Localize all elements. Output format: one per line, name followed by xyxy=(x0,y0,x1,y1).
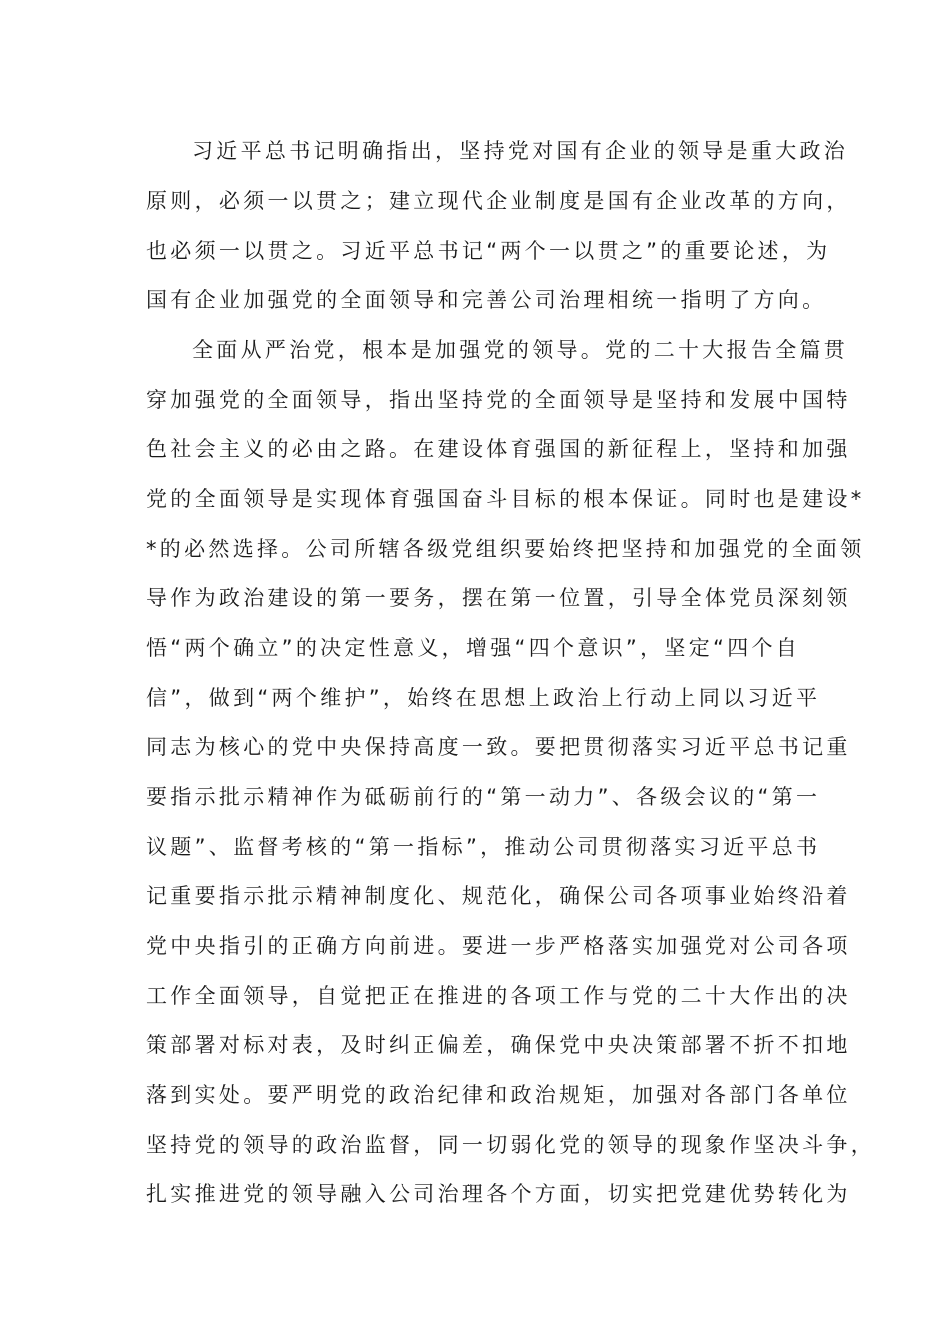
paragraph-2-line-5: *的必然选择。公司所辖各级党组织要始终把坚持和加强党的全面领 xyxy=(146,537,865,561)
paragraph-1-line-3: 也必须一以贯之。习近平总书记“两个一以贯之”的重要论述，为 xyxy=(146,239,831,263)
paragraph-2-line-13: 党中央指引的正确方向前进。要进一步严格落实加强党对公司各项 xyxy=(146,934,851,958)
paragraph-2-line-11: 议题”、监督考核的“第一指标”，推动公司贯彻落实习近平总书 xyxy=(146,835,821,859)
paragraph-2-line-8: 信”，做到“两个维护”，始终在思想上政治上行动上同以习近平 xyxy=(146,686,821,710)
paragraph-2-line-1: 全面从严治党，根本是加强党的领导。党的二十大报告全篇贯 xyxy=(192,338,849,362)
paragraph-2-line-6: 导作为政治建设的第一要务，摆在第一位置，引导全体党员深刻领 xyxy=(146,586,851,610)
paragraph-2-line-16: 落到实处。要严明党的政治纪律和政治规矩，加强对各部门各单位 xyxy=(146,1083,851,1107)
paragraph-2-line-4: 党的全面领导是实现体育强国奋斗目标的根本保证。同时也是建设* xyxy=(146,487,865,511)
paragraph-2-line-7: 悟“两个确立”的决定性意义，增强“四个意识”，坚定“四个自 xyxy=(146,636,801,660)
paragraph-2-line-17: 坚持党的领导的政治监督，同一切弱化党的领导的现象作坚决斗争， xyxy=(146,1133,875,1157)
paragraph-1-line-2: 原则，必须一以贯之；建立现代企业制度是国有企业改革的方向， xyxy=(146,189,851,213)
paragraph-2-line-18: 扎实推进党的领导融入公司治理各个方面，切实把党建优势转化为 xyxy=(146,1182,851,1206)
paragraph-2-line-12: 记重要指示批示精神制度化、规范化，确保公司各项事业始终沿着 xyxy=(146,884,851,908)
paragraph-1-line-1: 习近平总书记明确指出，坚持党对国有企业的领导是重大政治 xyxy=(192,139,849,163)
paragraph-2-line-9: 同志为核心的党中央保持高度一致。要把贯彻落实习近平总书记重 xyxy=(146,735,851,759)
paragraph-1-line-4: 国有企业加强党的全面领导和完善公司治理相统一指明了方向。 xyxy=(146,288,827,312)
paragraph-2-line-10: 要指示批示精神作为砥砺前行的“第一动力”、各级会议的“第一 xyxy=(146,785,821,809)
paragraph-2-line-3: 色社会主义的必由之路。在建设体育强国的新征程上，坚持和加强 xyxy=(146,437,851,461)
paragraph-2-line-15: 策部署对标对表，及时纠正偏差，确保党中央决策部署不折不扣地 xyxy=(146,1033,851,1057)
paragraph-2-line-14: 工作全面领导，自觉把正在推进的各项工作与党的二十大作出的决 xyxy=(146,984,851,1008)
paragraph-2-line-2: 穿加强党的全面领导，指出坚持党的全面领导是坚持和发展中国特 xyxy=(146,388,851,412)
